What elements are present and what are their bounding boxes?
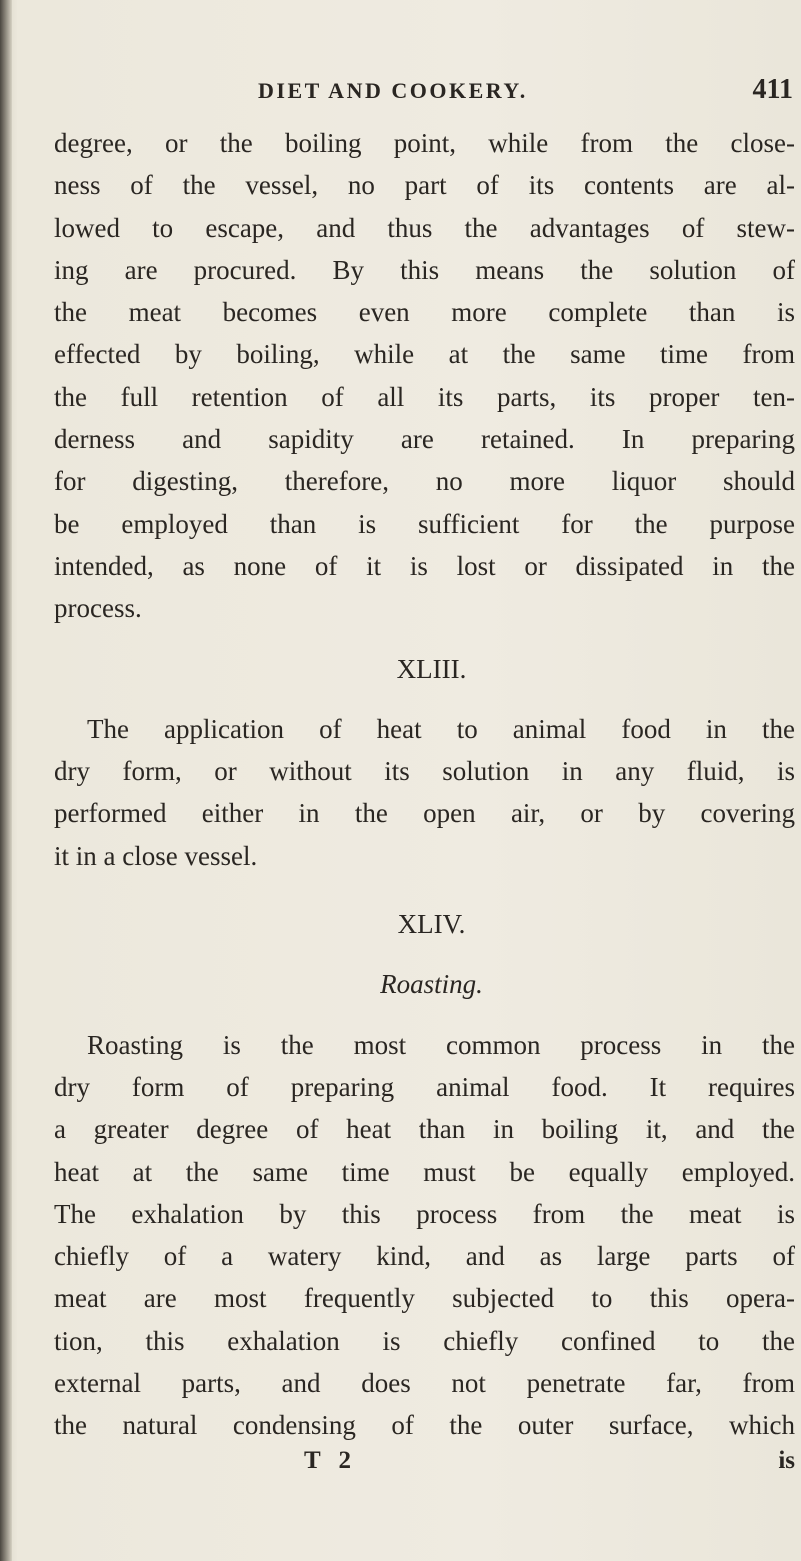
catchword: is [778, 1447, 795, 1474]
paragraph-roasting [54, 1024, 795, 1447]
section-heading-xliii: XLIII. [396, 653, 467, 684]
text-line: effected by boiling, while at the same time from [54, 339, 795, 370]
text-line: the natural condensing of the outer surface, which [54, 1410, 795, 1441]
text-line: derness and sapidity are retained. In preparing [54, 424, 795, 455]
text-line: ing are procured. By this means the solution of [54, 254, 795, 285]
book-spine-shadow [0, 0, 12, 1561]
text-block [54, 122, 795, 1447]
text-line: external parts, and does not penetrate far, from [54, 1368, 795, 1399]
text-line: performed either in the open air, or by covering [54, 798, 795, 829]
text-line: ness of the vessel, no part of its contents are al- [54, 170, 795, 201]
text-line: a greater degree of heat than in boiling it, and the [54, 1114, 795, 1145]
text-line: chiefly of a watery kind, and as large parts of [54, 1241, 795, 1272]
text-line: The application of heat to animal food in the [87, 713, 795, 744]
section-heading-xliv: XLIV. [397, 909, 466, 940]
text-line: it in a close vessel. [54, 840, 258, 871]
text-line: The exhalation by this process from the meat is [54, 1198, 795, 1229]
text-line: for digesting, therefore, no more liquor should [54, 466, 795, 497]
text-line: the full retention of all its parts, its proper ten- [54, 381, 795, 412]
text-line: lowed to escape, and thus the advantages of stew- [54, 212, 795, 243]
text-line: degree, or the boiling point, while from the close- [54, 128, 795, 158]
paragraph-xliii [54, 708, 795, 877]
text-line: process. [54, 593, 142, 624]
text-line: meat are most frequently subjected to this opera- [54, 1283, 795, 1314]
page-footer [54, 1447, 795, 1479]
paragraph-continued [54, 122, 795, 630]
signature-mark: T 2 [304, 1447, 357, 1474]
section-subtitle: Roasting. [380, 969, 483, 1000]
text-line: dry form, or without its solution in any fluid, is [54, 756, 795, 787]
page-number: 411 [752, 74, 793, 105]
text-line: tion, this exhalation is chiefly confined to the [54, 1325, 795, 1356]
page-header [60, 74, 795, 110]
text-line: intended, as none of it is lost or dissipated in the [54, 550, 795, 581]
text-line: be employed than is sufficient for the purpose [54, 508, 795, 539]
text-line: dry form of preparing animal food. It requires [54, 1071, 795, 1102]
text-line: the meat becomes even more complete than is [54, 297, 795, 328]
running-head: DIET AND COOKERY. [258, 78, 528, 103]
text-line: heat at the same time must be equally employed. [54, 1156, 795, 1187]
text-line: Roasting is the most common process in the [87, 1029, 795, 1060]
